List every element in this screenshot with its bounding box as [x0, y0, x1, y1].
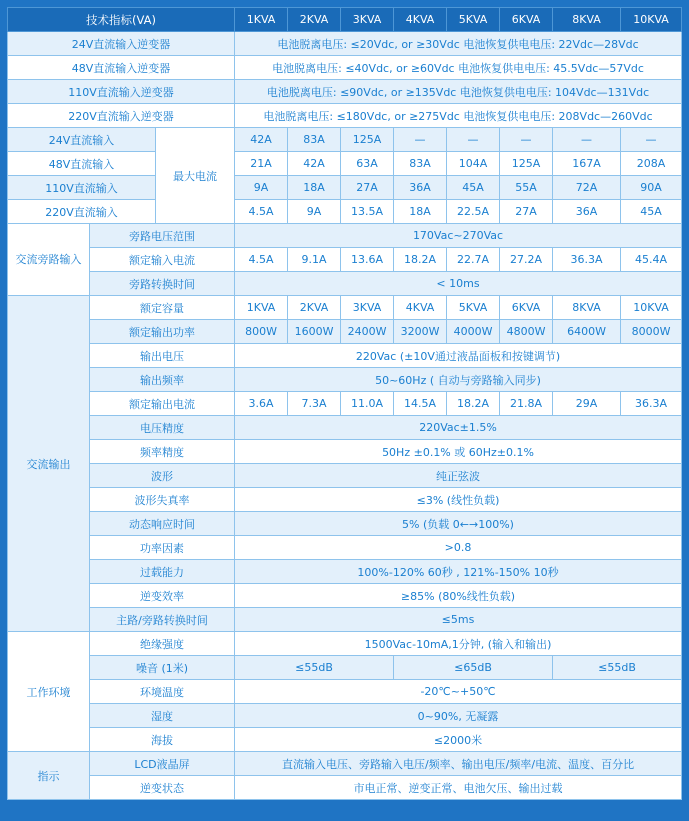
row-label: 输出频率: [90, 368, 235, 392]
cell: 45A: [621, 200, 682, 224]
output-row: [8, 392, 682, 416]
cell: 63A: [341, 152, 394, 176]
row-label: 海拔: [90, 728, 235, 752]
inverter-row: [8, 80, 682, 104]
cell: 9A: [288, 200, 341, 224]
row-label: 输出电压: [90, 344, 235, 368]
model-8kva: 8KVA: [553, 8, 621, 32]
max-current-row: [8, 200, 682, 224]
cell: 36.3A: [621, 392, 682, 416]
inverter-value: 电池脱离电压: ≤180Vdc, or ≥275Vdc 电池恢复供电电压: 208Vdc—260Vdc: [235, 104, 682, 128]
cell: 104A: [447, 152, 500, 176]
output-row: [8, 512, 682, 536]
row-value: 220Vac±1.5%: [235, 416, 682, 440]
bypass-row: [8, 248, 682, 272]
row-label: 额定输出功率: [90, 320, 235, 344]
row-label: 绝缘强度: [90, 632, 235, 656]
row-label: 旁路电压范围: [90, 224, 235, 248]
indication-row: [8, 752, 682, 776]
output-row: [8, 584, 682, 608]
max-current-label: 24V直流输入: [8, 128, 156, 152]
cell: 4.5A: [235, 248, 288, 272]
row-value: 100%-120% 60秒 , 121%-150% 10秒: [235, 560, 682, 584]
output-row: [8, 464, 682, 488]
cell: 22.5A: [447, 200, 500, 224]
bypass-group: 交流旁路输入: [8, 224, 90, 296]
row-label: 旁路转换时间: [90, 272, 235, 296]
cell: 1600W: [288, 320, 341, 344]
cell: 42A: [235, 128, 288, 152]
cell: 8KVA: [553, 296, 621, 320]
row-value: 直流输入电压、旁路输入电压/频率、输出电压/频率/电流、温度、百分比: [235, 752, 682, 776]
inverter-label: 24V直流输入逆变器: [8, 32, 235, 56]
inverter-row: [8, 104, 682, 128]
row-value: 220Vac (±10V通过液晶面板和按键调节): [235, 344, 682, 368]
env-row: [8, 704, 682, 728]
cell: 4000W: [447, 320, 500, 344]
inverter-row: [8, 32, 682, 56]
cell: 125A: [341, 128, 394, 152]
row-label: 环境温度: [90, 680, 235, 704]
row-value: 1500Vac-10mA,1分钟, (输入和输出): [235, 632, 682, 656]
max-current-row: [8, 152, 682, 176]
row-label: 额定输入电流: [90, 248, 235, 272]
cell: 4.5A: [235, 200, 288, 224]
cell: 2400W: [341, 320, 394, 344]
max-current-label: 48V直流输入: [8, 152, 156, 176]
output-row: [8, 296, 682, 320]
row-label: 功率因素: [90, 536, 235, 560]
row-label: 波形失真率: [90, 488, 235, 512]
spec-sheet: [7, 7, 682, 814]
cell: 9.1A: [288, 248, 341, 272]
row-label: 波形: [90, 464, 235, 488]
output-row: [8, 488, 682, 512]
cell: 36A: [553, 200, 621, 224]
row-label: 额定输出电流: [90, 392, 235, 416]
row-value: ≥85% (80%线性负载): [235, 584, 682, 608]
indication-group: 指示: [8, 752, 90, 800]
cell: 45A: [447, 176, 500, 200]
row-label: 频率精度: [90, 440, 235, 464]
cell: 4KVA: [394, 296, 447, 320]
cell: 27.2A: [500, 248, 553, 272]
inverter-value: 电池脱离电压: ≤20Vdc, or ≥30Vdc 电池恢复供电电压: 22Vdc—28Vdc: [235, 32, 682, 56]
row-value: 5% (负载 0←→100%): [235, 512, 682, 536]
cell: 6400W: [553, 320, 621, 344]
indication-row: [8, 776, 682, 800]
cell: —: [500, 128, 553, 152]
model-10kva: 10KVA: [621, 8, 682, 32]
model-3kva: 3KVA: [341, 8, 394, 32]
inverter-value: 电池脱离电压: ≤40Vdc, or ≥60Vdc 电池恢复供电电压: 45.5Vdc—57Vdc: [235, 56, 682, 80]
cell: 4800W: [500, 320, 553, 344]
cell: 9A: [235, 176, 288, 200]
cell: 18A: [394, 200, 447, 224]
cell: 6KVA: [500, 296, 553, 320]
max-current-row: [8, 128, 682, 152]
cell: 13.6A: [341, 248, 394, 272]
cell: 27A: [341, 176, 394, 200]
cell: 18.2A: [394, 248, 447, 272]
row-value: -20℃~+50℃: [235, 680, 682, 704]
cell: 3.6A: [235, 392, 288, 416]
cell: 3200W: [394, 320, 447, 344]
cell: 208A: [621, 152, 682, 176]
inverter-value: 电池脱离电压: ≤90Vdc, or ≥135Vdc 电池恢复供电电压: 104Vdc—131Vdc: [235, 80, 682, 104]
output-row: [8, 440, 682, 464]
cell: 10KVA: [621, 296, 682, 320]
cell: 21.8A: [500, 392, 553, 416]
cell: 22.7A: [447, 248, 500, 272]
spec-table: [7, 7, 682, 800]
row-label: 噪音 (1米): [90, 656, 235, 680]
model-6kva: 6KVA: [500, 8, 553, 32]
cell: 167A: [553, 152, 621, 176]
row-value: 170Vac~270Vac: [235, 224, 682, 248]
cell: —: [621, 128, 682, 152]
cell: 18A: [288, 176, 341, 200]
model-2kva: 2KVA: [288, 8, 341, 32]
cell: 42A: [288, 152, 341, 176]
cell: 55A: [500, 176, 553, 200]
inverter-label: 220V直流输入逆变器: [8, 104, 235, 128]
output-row: [8, 320, 682, 344]
cell: 72A: [553, 176, 621, 200]
cell: 11.0A: [341, 392, 394, 416]
cell: 14.5A: [394, 392, 447, 416]
row-label: LCD液晶屏: [90, 752, 235, 776]
output-row: [8, 536, 682, 560]
row-label: 过载能力: [90, 560, 235, 584]
env-group: 工作环境: [8, 632, 90, 752]
env-row: [8, 680, 682, 704]
cell: —: [394, 128, 447, 152]
inverter-row: [8, 56, 682, 80]
cell: 83A: [288, 128, 341, 152]
cell: 125A: [500, 152, 553, 176]
cell: 1KVA: [235, 296, 288, 320]
max-current-label: 220V直流输入: [8, 200, 156, 224]
cell: 83A: [394, 152, 447, 176]
noise-mid: ≤65dB: [394, 656, 553, 680]
max-current-label: 110V直流输入: [8, 176, 156, 200]
cell: 7.3A: [288, 392, 341, 416]
output-row: [8, 344, 682, 368]
row-value: 50~60Hz ( 自动与旁路输入同步): [235, 368, 682, 392]
output-row: [8, 608, 682, 632]
row-value: 纯正弦波: [235, 464, 682, 488]
model-4kva: 4KVA: [394, 8, 447, 32]
row-label: 主路/旁路转换时间: [90, 608, 235, 632]
env-row: [8, 632, 682, 656]
cell: 36.3A: [553, 248, 621, 272]
header-row: [8, 8, 682, 32]
cell: 29A: [553, 392, 621, 416]
noise-high: ≤55dB: [553, 656, 682, 680]
model-5kva: 5KVA: [447, 8, 500, 32]
row-label: 湿度: [90, 704, 235, 728]
row-value: < 10ms: [235, 272, 682, 296]
cell: 800W: [235, 320, 288, 344]
row-label: 逆变效率: [90, 584, 235, 608]
max-current-row: [8, 176, 682, 200]
cell: 5KVA: [447, 296, 500, 320]
env-row: [8, 728, 682, 752]
row-value: >0.8: [235, 536, 682, 560]
row-label: 电压精度: [90, 416, 235, 440]
cell: 8000W: [621, 320, 682, 344]
noise-low: ≤55dB: [235, 656, 394, 680]
output-row: [8, 368, 682, 392]
row-value: ≤5ms: [235, 608, 682, 632]
row-value: ≤3% (线性负载): [235, 488, 682, 512]
inverter-label: 110V直流输入逆变器: [8, 80, 235, 104]
row-value: 50Hz ±0.1% 或 60Hz±0.1%: [235, 440, 682, 464]
bypass-row: [8, 224, 682, 248]
row-value: 0~90%, 无凝露: [235, 704, 682, 728]
output-group: 交流输出: [8, 296, 90, 632]
cell: 2KVA: [288, 296, 341, 320]
cell: —: [447, 128, 500, 152]
cell: 27A: [500, 200, 553, 224]
max-current-group: 最大电流: [156, 128, 235, 224]
row-label: 额定容量: [90, 296, 235, 320]
row-value: ≤2000米: [235, 728, 682, 752]
env-row: [8, 656, 682, 680]
header-title: 技术指标(VA): [8, 8, 235, 32]
cell: 36A: [394, 176, 447, 200]
row-value: 市电正常、逆变正常、电池欠压、输出过载: [235, 776, 682, 800]
cell: 45.4A: [621, 248, 682, 272]
cell: 18.2A: [447, 392, 500, 416]
output-row: [8, 560, 682, 584]
cell: 21A: [235, 152, 288, 176]
cell: 3KVA: [341, 296, 394, 320]
bypass-row: [8, 272, 682, 296]
row-label: 动态响应时间: [90, 512, 235, 536]
row-label: 逆变状态: [90, 776, 235, 800]
model-1kva: 1KVA: [235, 8, 288, 32]
output-row: [8, 416, 682, 440]
cell: 90A: [621, 176, 682, 200]
cell: —: [553, 128, 621, 152]
cell: 13.5A: [341, 200, 394, 224]
inverter-label: 48V直流输入逆变器: [8, 56, 235, 80]
